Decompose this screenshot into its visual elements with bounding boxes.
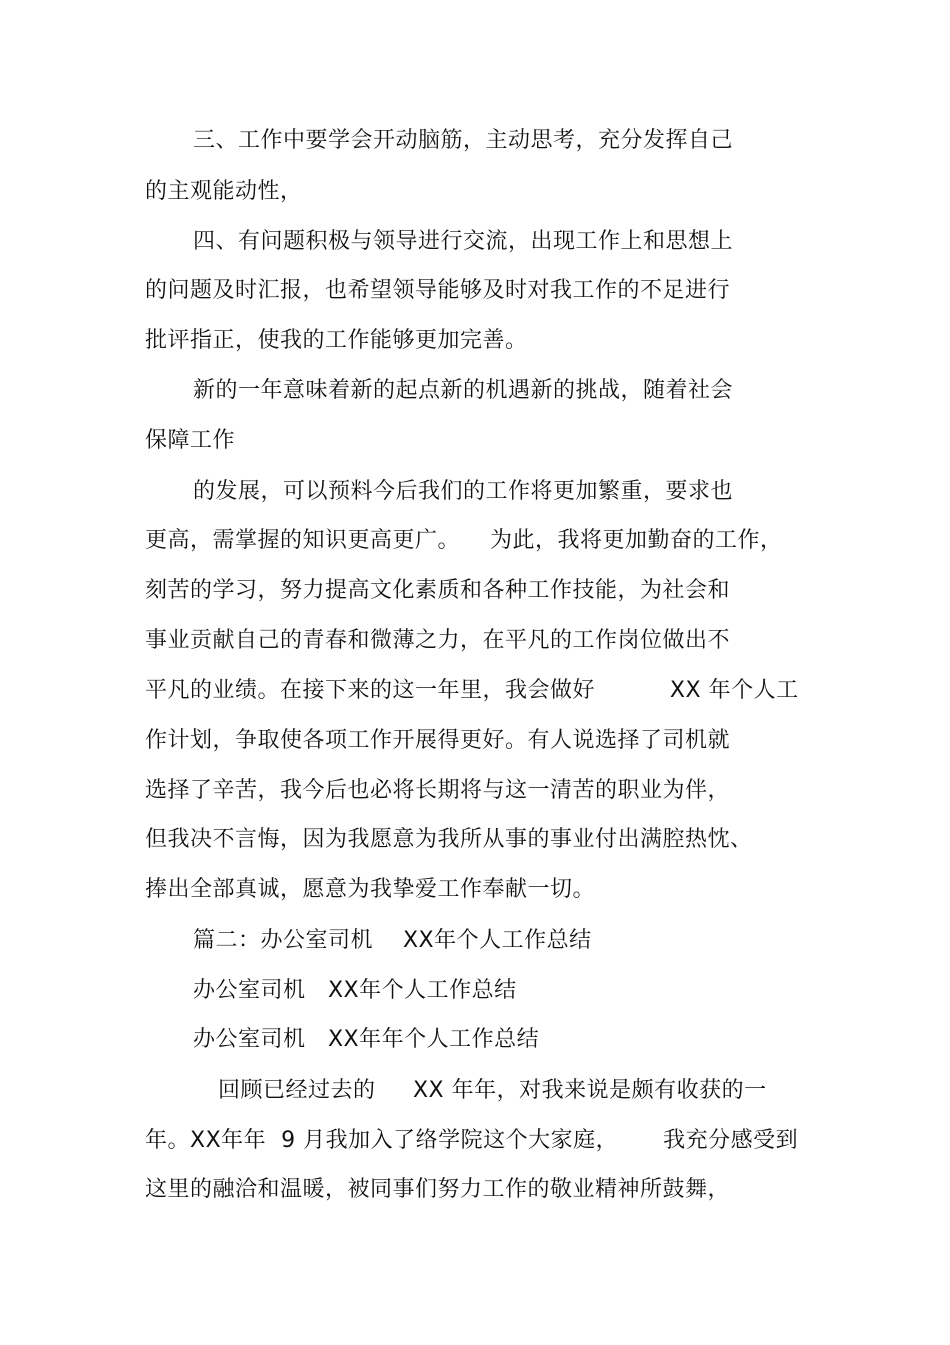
text-line: 年。XX年年 9 月我加入了络学院这个大家庭， 我充分感受到 [145,1128,799,1153]
text-line: 作计划，争取使各项工作开展得更好。有人说选择了司机就 [145,728,731,753]
text-line: 新的一年意味着新的起点新的机遇新的挑战，随着社会 [193,378,734,403]
subheading: 办公室司机 XX年年个人工作总结 [193,1027,540,1052]
text-line: 但我决不言悔，因为我愿意为我所从事的事业付出满腔热忱、 [145,827,753,852]
text-line: 刻苦的学习，努力提高文化素质和各种工作技能，为社会和 [145,578,731,603]
text-line: 批评指正，使我的工作能够更加完善。 [145,328,528,353]
text-line: 三、工作中要学会开动脑筋，主动思考，充分发挥自己 [193,128,734,153]
text-line: 更高，需掌握的知识更高更广。 为此，我将更加勤奋的工作， [145,528,783,553]
text-line: 选择了辛苦，我今后也必将长期将与这一清苦的职业为伴， [145,778,731,803]
section-heading: 篇二：办公室司机 XX年个人工作总结 [193,928,592,953]
text-line: 保障工作 [145,428,236,453]
text-line: 平凡的业绩。在接下来的这一年里，我会做好 XX 年个人工 [145,678,799,703]
text-line: 的发展，可以预料今后我们的工作将更加繁重，要求也 [193,479,734,504]
text-line: 四、有问题积极与领导进行交流，出现工作上和思想上 [193,229,734,254]
text-line: 的主观能动性， [145,179,303,204]
text-line: 事业贡献自己的青春和微薄之力，在平凡的工作岗位做出不 [145,628,731,653]
text-line: 捧出全部真诚，愿意为我挚爱工作奉献一切。 [145,877,596,902]
text-line: 这里的融洽和温暖，被同事们努力工作的敬业精神所鼓舞， [145,1177,731,1202]
text-line: 回顾已经过去的 XX 年年，对我来说是颇有收获的一 [218,1078,767,1103]
subheading: 办公室司机 XX年个人工作总结 [193,978,517,1003]
text-line: 的问题及时汇报，也希望领导能够及时对我工作的不足进行 [145,278,731,303]
